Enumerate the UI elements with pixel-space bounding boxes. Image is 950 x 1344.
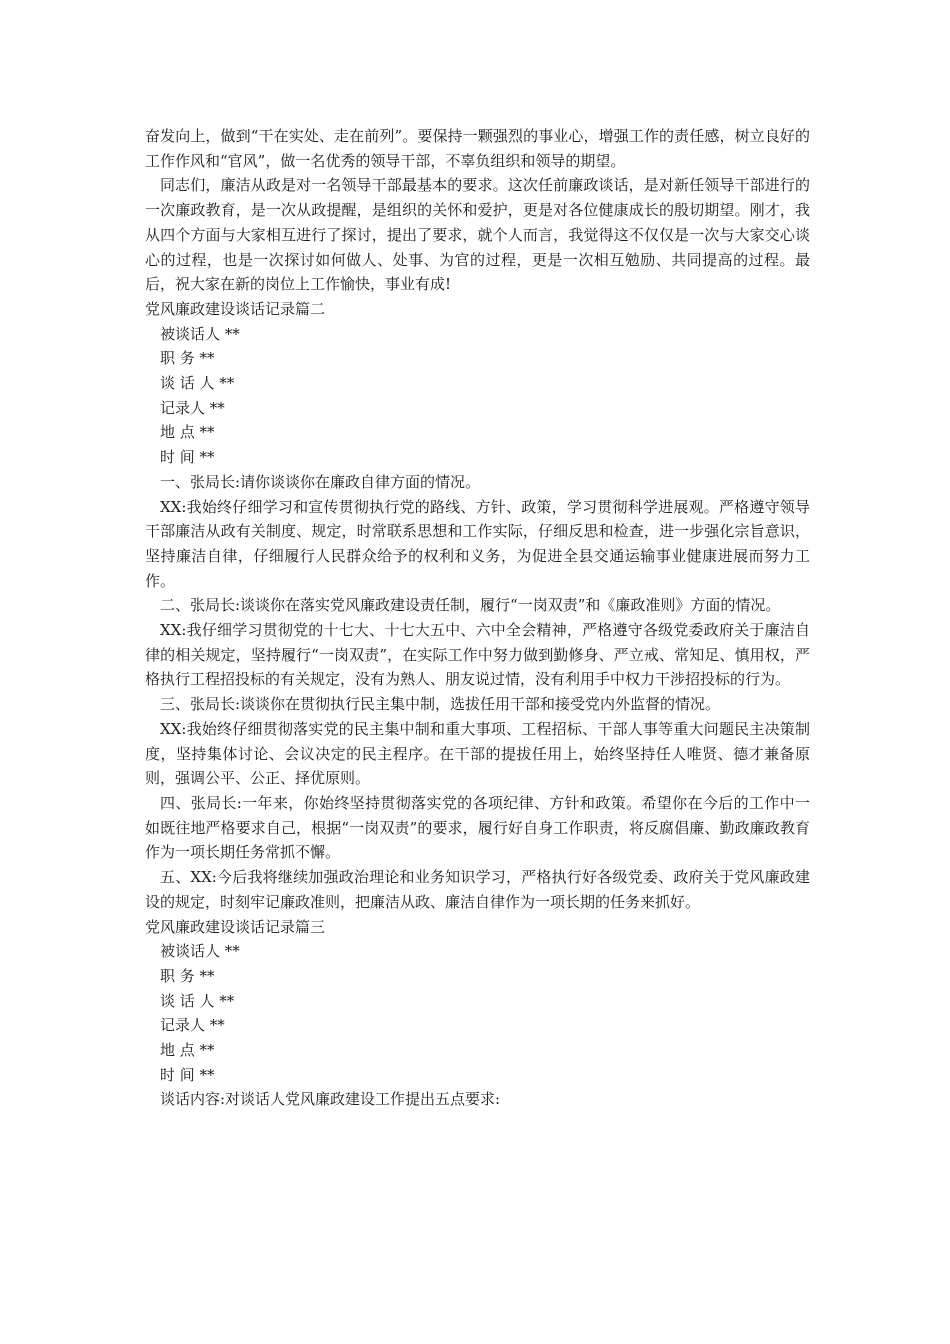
section-two-title: 党风廉政建设谈话记录篇二 bbox=[145, 299, 326, 318]
section-three bbox=[145, 915, 810, 1113]
field-position: 职 务 ** bbox=[160, 966, 215, 985]
remark-4: 四、张局长:一年来，你始终坚持贯彻落实党的各项纪律、方针和政策。希望你在今后的工作中一如既往地严格要求自己，根据“一岗双责”的要求，履行好自身工作职责，将反腐倡廉、勤政廉政教育作为一项长期任务常抓不懈。 bbox=[145, 793, 810, 862]
field-interviewer: 谈 话 人 ** bbox=[160, 374, 235, 393]
question-2: 二、张局长:谈谈你在落实党风廉政建设责任制，履行“一岗双责”和《廉政准则》方面的情况。 bbox=[160, 596, 781, 615]
intro-paragraph-1: 奋发向上，做到“干在实处、走在前列”。要保持一颗强烈的事业心，增强工作的责任感，树立良好的工作作风和“官风”，做一名优秀的领导干部，不辜负组织和领导的期望。 bbox=[145, 127, 810, 170]
field-time: 时 间 ** bbox=[160, 1065, 215, 1084]
intro-paragraph-2: 同志们，廉洁从政是对一名领导干部最基本的要求。这次任前廉政谈话，是对新任领导干部进行的一次廉政教育，是一次从政提醒，是组织的关怀和爱护，更是对各位健康成长的殷切期望。刚才，我从四个方面与大家相互进行了探讨，提出了要求，就个人而言，我觉得这不仅仅是一次与大家交心谈心的过程，也是一次探讨如何做人、处事、为官的过程，更是一次相互勉励、共同提高的过程。最后，祝大家在新的岗位上工作愉快，事业有成! bbox=[145, 176, 810, 294]
section-three-title: 党风廉政建设谈话记录篇三 bbox=[145, 917, 326, 936]
field-location: 地 点 ** bbox=[160, 1041, 215, 1060]
field-position: 职 务 ** bbox=[160, 349, 215, 368]
remark-5: 五、XX:今后我将继续加强政治理论和业务知识学习，严格执行好各级党委、政府关于党风廉政建设的规定，时刻牢记廉政准则，把廉洁从政、廉洁自律作为一项长期的任务来抓好。 bbox=[145, 868, 810, 911]
talk-content: 谈话内容:对谈话人党风廉政建设工作提出五点要求: bbox=[160, 1090, 501, 1109]
answer-1: XX:我始终仔细学习和宣传贯彻执行党的路线、方针、政策，学习贯彻科学进展观。严格遵守领导干部廉洁从政有关制度、规定，时常联系思想和工作实际，仔细反思和检查，进一步强化宗旨意识，坚持廉洁自律，仔细履行人民群众给予的权利和义务，为促进全县交通运输事业健康进展而努力工作。 bbox=[145, 497, 810, 590]
field-location: 地 点 ** bbox=[160, 423, 215, 442]
question-1: 一、张局长:请你谈谈你在廉政自律方面的情况。 bbox=[160, 472, 481, 491]
answer-3: XX:我始终仔细贯彻落实党的民主集中制和重大事项、工程招标、干部人事等重大问题民主决策制度，坚持集体讨论、会议决定的民主程序。在干部的提拔任用上，始终坚持任人唯贤、德才兼备原则，强调公平、公正、择优原则。 bbox=[145, 719, 810, 788]
field-time: 时 间 ** bbox=[160, 448, 215, 467]
field-interviewee: 被谈话人 ** bbox=[160, 942, 240, 961]
field-recorder: 记录人 ** bbox=[160, 398, 225, 417]
answer-2: XX:我仔细学习贯彻党的十七大、十七大五中、六中全会精神，严格遵守各级党委政府关于廉洁自律的相关规定，坚持履行“一岗双责”，在实际工作中努力做到勤修身、严立戒、常知足、慎用权，严格执行工程招投标的有关规定，没有为熟人、朋友说过情，没有利用手中权力干涉招投标的行为。 bbox=[145, 621, 810, 689]
field-interviewer: 谈 话 人 ** bbox=[160, 991, 235, 1010]
question-3: 三、张局长:谈谈你在贯彻执行民主集中制，选拔任用干部和接受党内外监督的情况。 bbox=[160, 695, 721, 714]
field-interviewee: 被谈话人 ** bbox=[160, 324, 240, 343]
field-recorder: 记录人 ** bbox=[160, 1016, 225, 1035]
section-two bbox=[145, 297, 810, 915]
